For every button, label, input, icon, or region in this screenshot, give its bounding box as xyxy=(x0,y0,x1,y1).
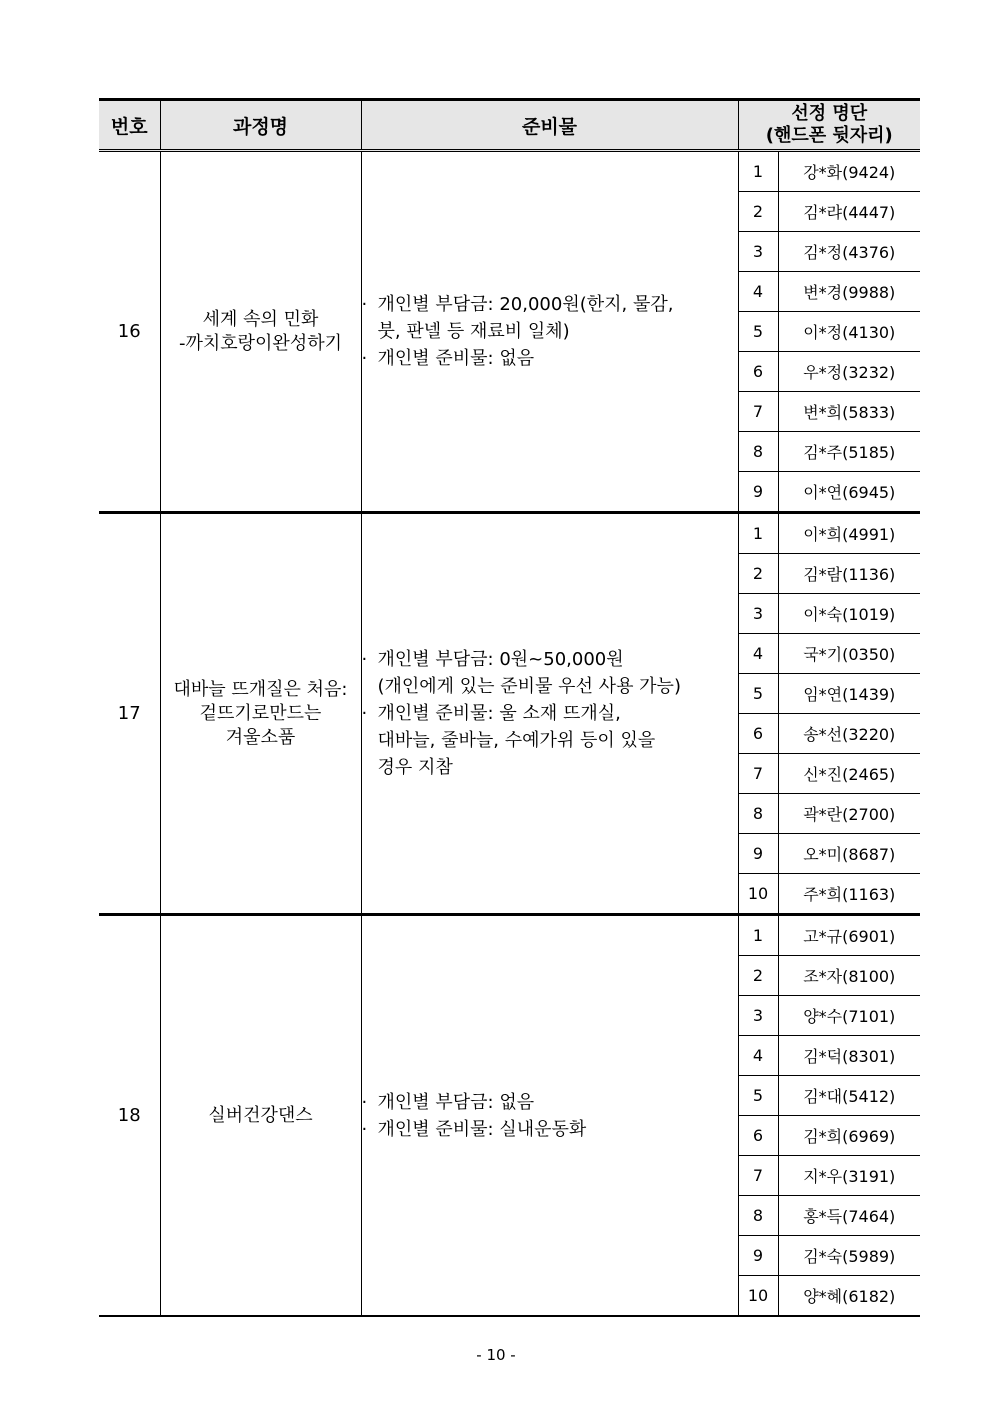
selection-name: 김*대(5412) xyxy=(778,1076,920,1116)
selection-name: 조*자(8100) xyxy=(778,956,920,996)
selection-name: 김*랴(4447) xyxy=(778,192,920,232)
selection-index: 7 xyxy=(738,1156,778,1196)
selection-index: 9 xyxy=(738,834,778,874)
selection-name: 홍*득(7464) xyxy=(778,1196,920,1236)
course-name-line: -까치호랑이완성하기 xyxy=(179,332,342,354)
prep-item xyxy=(362,291,738,318)
selection-name: 신*진(2465) xyxy=(778,754,920,794)
prep-item xyxy=(362,1089,738,1116)
prep-item-text: 개인별 준비물: 실내운동화 xyxy=(377,1118,587,1140)
selection-index: 7 xyxy=(738,754,778,794)
selection-table xyxy=(99,98,920,1317)
selection-index: 1 xyxy=(738,915,778,956)
prep-item xyxy=(362,345,738,372)
selection-name: 변*경(9988) xyxy=(778,272,920,312)
prep-item-continuation: 붓, 판넬 등 재료비 일체) xyxy=(377,321,570,342)
course-name-line: 세계 속의 민화 xyxy=(202,308,319,330)
selection-index: 3 xyxy=(738,594,778,634)
course-name-line: 실버건강댄스 xyxy=(208,1104,313,1126)
selection-name: 김*주(5185) xyxy=(778,432,920,472)
bullet-icon: · xyxy=(361,294,368,315)
course-name xyxy=(160,513,361,915)
selection-index: 2 xyxy=(738,554,778,594)
selection-index: 9 xyxy=(738,1236,778,1276)
selection-name: 주*희(1163) xyxy=(803,885,896,904)
table-row xyxy=(99,151,920,192)
selection-name: 오*미(8687) xyxy=(778,834,920,874)
selection-name: 김*정(4376) xyxy=(778,232,920,272)
selection-name: 이*연(6945) xyxy=(803,483,896,502)
table-row xyxy=(99,915,920,956)
selection-name: 김*람(1136) xyxy=(778,554,920,594)
bullet-icon: · xyxy=(361,1091,368,1113)
selection-index: 3 xyxy=(738,996,778,1036)
selection-index: 4 xyxy=(738,272,778,312)
selection-name: 김*덕(8301) xyxy=(778,1036,920,1076)
selection-name: 김*희(6969) xyxy=(778,1116,920,1156)
course-number: 17 xyxy=(99,513,160,915)
prep-item-text: 개인별 부담금: 0원~50,000원 xyxy=(377,649,624,670)
bullet-icon: · xyxy=(361,348,368,369)
header-selection-title: 선정 명단 xyxy=(791,103,868,124)
prep-item-continuation: (개인에게 있는 준비물 우선 사용 가능) xyxy=(377,676,681,697)
selection-index: 8 xyxy=(738,794,778,834)
selection-index: 3 xyxy=(738,232,778,272)
selection-name: 이*희(4991) xyxy=(778,513,920,554)
selection-name: 우*정(3232) xyxy=(778,352,920,392)
selection-index: 1 xyxy=(738,151,778,192)
course-group xyxy=(99,915,920,1317)
selection-index: 5 xyxy=(738,312,778,352)
selection-name: 고*규(6901) xyxy=(778,915,920,956)
selection-index: 5 xyxy=(738,674,778,714)
selection-index: 8 xyxy=(738,432,778,472)
header-number: 번호 xyxy=(99,100,160,151)
selection-name: 양*수(7101) xyxy=(778,996,920,1036)
selection-name: 국*기(0350) xyxy=(778,634,920,674)
selection-index: 5 xyxy=(738,1076,778,1116)
prep-item xyxy=(362,1116,738,1143)
prep-cell xyxy=(361,513,738,915)
selection-index: 6 xyxy=(738,1116,778,1156)
header-prep: 준비물 xyxy=(361,100,738,151)
selection-index: 8 xyxy=(738,1196,778,1236)
prep-item-continuation: 대바늘, 줄바늘, 수예가위 등이 있을 xyxy=(377,730,656,751)
selection-index: 4 xyxy=(738,1036,778,1076)
course-name xyxy=(160,915,361,1317)
prep-cell xyxy=(361,151,738,513)
prep-item-text: 개인별 부담금: 20,000원(한지, 물감, xyxy=(377,294,674,315)
prep-item-text: 개인별 준비물: 울 소재 뜨개실, xyxy=(377,703,621,724)
selection-name: 양*혜(6182) xyxy=(803,1287,896,1306)
selection-name: 지*우(3191) xyxy=(778,1156,920,1196)
course-group xyxy=(99,513,920,915)
selection-index: 9 xyxy=(738,472,778,513)
header-selection xyxy=(738,100,920,151)
header-selection-subtitle: (핸드폰 뒷자리) xyxy=(765,125,893,146)
prep-item-text: 개인별 부담금: 없음 xyxy=(377,1091,535,1113)
selection-index: 6 xyxy=(738,714,778,754)
selection-name: 이*숙(1019) xyxy=(778,594,920,634)
page-number: - 10 - xyxy=(476,1346,516,1364)
selection-index: 2 xyxy=(738,956,778,996)
header-course: 과정명 xyxy=(160,100,361,151)
selection-index: 10 xyxy=(738,1276,778,1317)
selection-name: 강*화(9424) xyxy=(778,151,920,192)
selection-index: 2 xyxy=(738,192,778,232)
course-group xyxy=(99,151,920,513)
table-row xyxy=(99,513,920,554)
selection-index: 6 xyxy=(738,352,778,392)
prep-item-continuation: 경우 지참 xyxy=(377,757,453,778)
prep-cell xyxy=(361,915,738,1317)
prep-item-text: 개인별 준비물: 없음 xyxy=(377,348,535,369)
course-number: 18 xyxy=(99,915,160,1317)
selection-name: 임*연(1439) xyxy=(778,674,920,714)
bullet-icon: · xyxy=(361,703,368,724)
selection-name: 김*숙(5989) xyxy=(778,1236,920,1276)
course-name-line: 겉뜨기로만드는 xyxy=(199,702,322,724)
selection-name: 곽*란(2700) xyxy=(778,794,920,834)
prep-item xyxy=(362,700,738,727)
course-number: 16 xyxy=(99,151,160,513)
selection-index: 10 xyxy=(738,874,778,915)
course-name-line: 겨울소품 xyxy=(225,726,296,748)
selection-index: 4 xyxy=(738,634,778,674)
bullet-icon: · xyxy=(361,1118,368,1140)
course-name-line: 대바늘 뜨개질은 처음: xyxy=(173,678,348,700)
course-name xyxy=(160,151,361,513)
prep-item xyxy=(362,646,738,673)
selection-name: 송*선(3220) xyxy=(778,714,920,754)
bullet-icon: · xyxy=(361,649,368,670)
selection-index: 1 xyxy=(738,513,778,554)
selection-name: 변*희(5833) xyxy=(778,392,920,432)
table-header-row xyxy=(99,100,920,151)
selection-name: 이*정(4130) xyxy=(778,312,920,352)
selection-index: 7 xyxy=(738,392,778,432)
